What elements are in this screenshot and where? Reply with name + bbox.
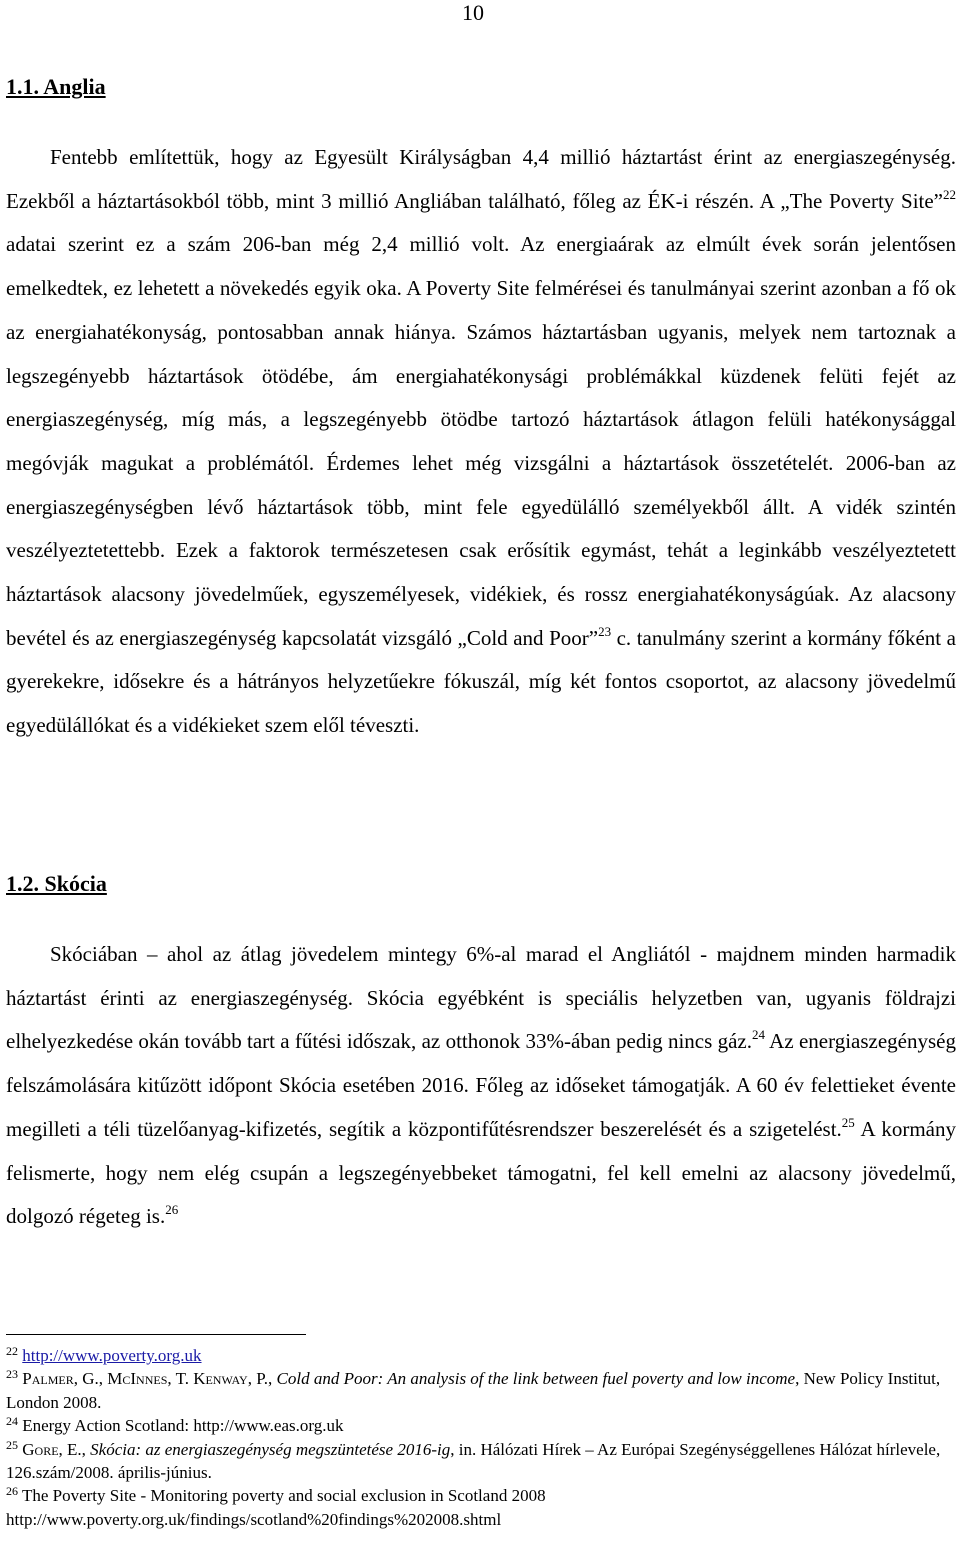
paragraph-text: Skóciában – ahol az átlag jövedelem mintegy 6%-al marad el Angliától - majdnem minden harmadik háztartást érinti az energiaszegénység. Skócia egyébként is speciális helyzetben van, ugyanis földrajzi elhelyezkedése okán tovább tart a fűtési időszak, az otthonok 33%-ában pedig nincs gáz. bbox=[6, 942, 956, 1054]
footnote-25 bbox=[6, 1438, 956, 1485]
paragraph-text: A kormány felismerte, hogy nem elég csupán a legszegényebbeket támogatni, fel kell emelni az alacsony jövedelmű, dolgozó régeteg is. bbox=[6, 1116, 956, 1229]
footnote-ref-24[interactable]: 24 bbox=[752, 1027, 765, 1043]
footnote-link[interactable]: http://www.poverty.org.uk bbox=[22, 1346, 202, 1365]
publication-title: Skócia: az energiaszegénység megszüntetése 2016-ig bbox=[90, 1439, 451, 1459]
footnote-22 bbox=[6, 1344, 956, 1367]
author-name: Kenway bbox=[193, 1369, 248, 1389]
footnotes bbox=[6, 1344, 956, 1531]
footnote-text: , New Policy Institut, London 2008. bbox=[6, 1369, 941, 1412]
footnote-text: , in. Hálózati Hírek – Az Európai Szegénységgellenes Hálózat hírlevele, 126.szám/2008. április-június. bbox=[6, 1439, 941, 1483]
footnote-26 bbox=[6, 1484, 956, 1531]
publication-title: Cold and Poor: An analysis of the link between fuel poverty and low income bbox=[276, 1369, 796, 1389]
footnote-text: , T. bbox=[167, 1369, 194, 1389]
footnote-number: 22 bbox=[6, 1344, 18, 1358]
paragraph-text: Fentebb említettük, hogy az Egyesült Királyságban 4,4 millió háztartást érint az energiaszegénység. Ezekből a háztartásokból több, mint 3 millió Angliában található, főleg az ÉK-i részén. A „The Poverty Site” bbox=[6, 145, 956, 213]
footnote-separator bbox=[6, 1334, 306, 1335]
page-number: 10 bbox=[462, 0, 484, 25]
paragraph-text: Az energiaszegénység felszámolására kitűzött időpont Skócia esetében 2016. Főleg az időseket támogatják. A 60 év felettieket évente megilleti a téli tüzelőanyag-kifizetés, segítik a központifűtésrendszer beszerelését és a szigetelést. bbox=[6, 1029, 956, 1141]
paragraph-text: adatai szerint ez a szám 206-ban még 2,4 millió volt. Az energiaárak az elmúlt évek során jelentősen emelkedtek, ez lehetett a növekedés egyik oka. A Poverty Site felmérései és tanulmányai szerint azonban a fő ok az energiahatékonyság, pontosabban annak hiánya. Számos háztartásban ugyanis, melyek nem tartoznak a legszegényebb háztartások ötödébe, ám energiahatékonysági problémákkal küzdenek felüti fejét az energiaszegénység, míg más, a legszegényebb ötödbe tartozó háztartások átlagon felüli hatékonysággal megóvják magukat a problémától. Érdemes lehet még vizsgálni a háztartások összetételét. 2006-ban az energiaszegénységben lévő háztartások több, mint fele egyedülálló személyekből állt. A vidék szintén veszélyeztetettebb. Ezek a faktorok természetesen csak erősítik egymást, tehát a leginkább veszélyeztetett háztartások alacsony jövedelműek, egyszemélyesek, vidékiek, és rossz energiahatékonyságúak. Az alacsony bevétel és az energiaszegénység kapcsolatát vizsgáló „Cold and Poor” bbox=[6, 232, 956, 650]
footnote-ref-22[interactable]: 22 bbox=[943, 186, 956, 202]
footnote-number: 24 bbox=[6, 1414, 18, 1429]
author-name: McInnes bbox=[107, 1369, 168, 1389]
footnote-text: , P., bbox=[247, 1369, 277, 1389]
footnote-ref-23[interactable]: 23 bbox=[598, 623, 612, 639]
footnote-text: , G., bbox=[73, 1369, 108, 1389]
footnote-text: The Poverty Site - Monitoring poverty and social exclusion in Scotland 2008 bbox=[21, 1486, 546, 1506]
footnote-number: 25 bbox=[6, 1437, 18, 1452]
section-heading-anglia: 1.1. Anglia bbox=[6, 74, 106, 99]
footnote-url[interactable]: http://www.poverty.org.uk/findings/scotland%20findings%202008.shtml bbox=[6, 1509, 502, 1529]
author-name: Palmer bbox=[22, 1369, 74, 1389]
footnote-text: , E., bbox=[58, 1439, 91, 1459]
footnote-number: 26 bbox=[6, 1484, 18, 1499]
paragraph-anglia bbox=[6, 136, 956, 748]
paragraph-skocia bbox=[6, 933, 956, 1239]
footnote-ref-25[interactable]: 25 bbox=[841, 1114, 855, 1130]
footnote-number: 23 bbox=[6, 1367, 18, 1382]
footnote-24 bbox=[6, 1414, 956, 1437]
footnote-23 bbox=[6, 1367, 956, 1414]
section-heading-skocia: 1.2. Skócia bbox=[6, 871, 107, 896]
footnote-text: Energy Action Scotland: http://www.eas.org.uk bbox=[22, 1416, 344, 1436]
footnote-ref-26[interactable]: 26 bbox=[165, 1202, 179, 1218]
author-name: Gore bbox=[22, 1439, 59, 1459]
paragraph-text: c. tanulmány szerint a kormány főként a gyerekekre, idősekre és a hátrányos helyzetűekre fókuszál, míg két fontos csoportot, az alacsony jövedelmű egyedülállókat és a vidékieket szem elől téveszti. bbox=[6, 625, 956, 738]
